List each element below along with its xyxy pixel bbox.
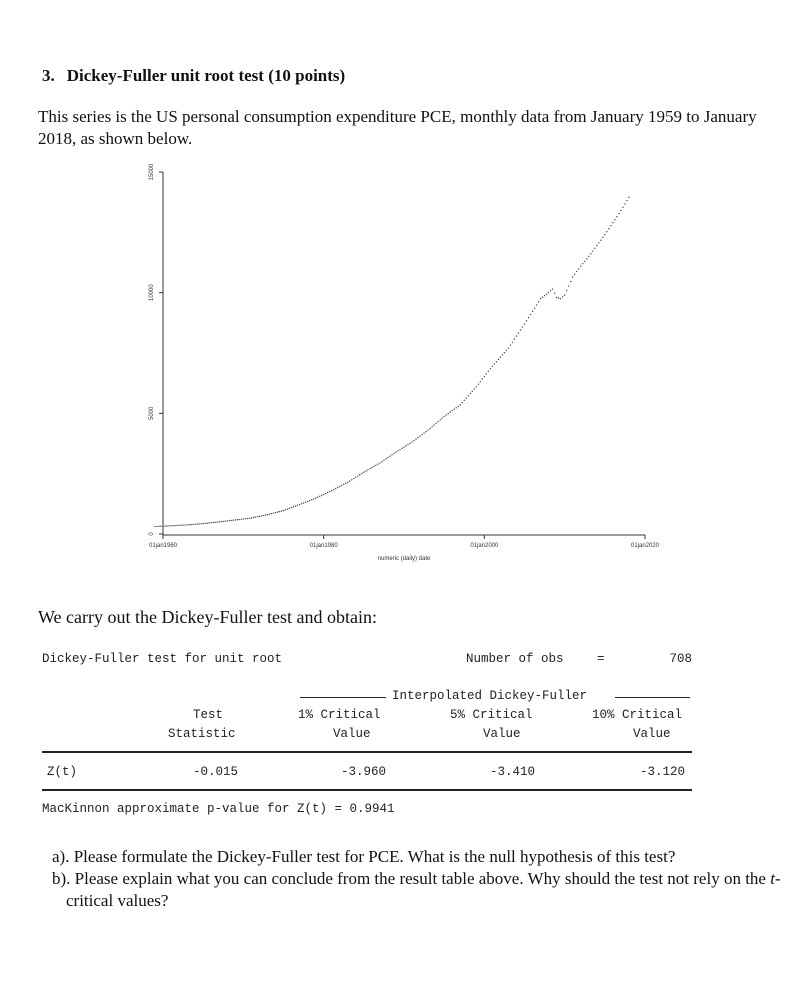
data-point	[399, 449, 400, 450]
data-point	[536, 304, 537, 305]
data-point	[588, 256, 589, 257]
question-b-end: -critical values?	[66, 869, 781, 910]
y-tick-label: 0	[149, 532, 155, 536]
data-point	[233, 520, 234, 521]
data-point	[329, 491, 330, 492]
data-point	[472, 391, 473, 392]
data-point	[393, 453, 394, 454]
data-point	[349, 480, 350, 481]
data-point	[259, 516, 260, 517]
data-point	[526, 320, 527, 321]
x-ticks	[149, 535, 660, 549]
data-point	[413, 440, 414, 441]
data-point	[158, 526, 159, 527]
data-point	[452, 410, 453, 411]
data-point	[606, 231, 607, 232]
data-point	[255, 517, 256, 518]
data-point	[223, 521, 224, 522]
data-point	[335, 488, 336, 489]
data-point	[299, 504, 300, 505]
data-point	[447, 413, 448, 414]
data-point	[548, 292, 549, 293]
data-point	[624, 203, 625, 204]
data-point	[172, 525, 173, 526]
data-point	[293, 506, 294, 507]
data-point	[449, 411, 450, 412]
data-point	[333, 489, 334, 490]
data-point	[355, 477, 356, 478]
data-point	[458, 406, 459, 407]
data-point	[576, 271, 577, 272]
row-label-zt: Z(t)	[47, 765, 78, 779]
pce-chart	[140, 162, 670, 567]
data-point	[502, 354, 503, 355]
y-tick-label: 10000	[149, 284, 155, 302]
col-1pct-line1: 1% Critical	[298, 708, 381, 722]
x-axis-label: numeric (daily) date	[377, 556, 431, 562]
data-point	[281, 510, 282, 511]
data-point	[241, 519, 242, 520]
data-point	[377, 463, 378, 464]
data-point	[192, 524, 193, 525]
nobs-label: Number of obs	[466, 652, 564, 666]
data-point	[235, 519, 236, 520]
data-point	[433, 424, 434, 425]
nobs-value: 708	[669, 652, 692, 666]
data-point	[618, 213, 619, 214]
data-point	[196, 523, 197, 524]
data-point	[389, 456, 390, 457]
data-point	[289, 508, 290, 509]
data-point	[468, 395, 469, 396]
data-point	[554, 293, 555, 294]
data-point	[188, 524, 189, 525]
data-point	[602, 237, 603, 238]
data-point	[287, 508, 288, 509]
data-point	[546, 293, 547, 294]
x-tick-label: 01jan2020	[630, 543, 660, 549]
data-point	[534, 308, 535, 309]
data-point	[351, 479, 352, 480]
data-point	[498, 359, 499, 360]
data-point	[584, 261, 585, 262]
data-point	[500, 357, 501, 358]
question-number: 3.	[42, 66, 55, 85]
data-point	[194, 524, 195, 525]
data-point	[190, 524, 191, 525]
data-point	[427, 430, 428, 431]
data-point	[466, 397, 467, 398]
data-point	[164, 525, 165, 526]
data-point	[213, 522, 214, 523]
data-point	[305, 502, 306, 503]
data-point	[301, 503, 302, 504]
data-point	[247, 518, 248, 519]
data-point	[221, 521, 222, 522]
data-point	[516, 335, 517, 336]
data-point	[524, 323, 525, 324]
data-point	[275, 512, 276, 513]
data-point	[542, 296, 543, 297]
data-point	[303, 502, 304, 503]
data-point	[387, 457, 388, 458]
data-point	[454, 409, 455, 410]
data-point	[590, 253, 591, 254]
data-point	[488, 371, 489, 372]
data-point	[186, 524, 187, 525]
data-point	[219, 521, 220, 522]
data-point	[215, 522, 216, 523]
data-point	[267, 514, 268, 515]
data-point	[419, 435, 420, 436]
data-point	[156, 526, 157, 527]
data-point	[610, 225, 611, 226]
data-point	[237, 519, 238, 520]
data-point	[622, 207, 623, 208]
data-point	[478, 384, 479, 385]
data-point	[474, 388, 475, 389]
data-point	[556, 297, 557, 298]
data-point	[263, 515, 264, 516]
data-point	[530, 314, 531, 315]
data-point	[231, 520, 232, 521]
data-point	[594, 248, 595, 249]
data-point	[261, 515, 262, 516]
data-point	[277, 511, 278, 512]
data-point	[564, 294, 565, 295]
question-intro: This series is the US personal consumption expenditure PCE, monthly data from January 1959 to January 2018, as shown below.	[38, 107, 757, 148]
data-point	[309, 500, 310, 501]
data-point	[566, 290, 567, 291]
data-point	[409, 443, 410, 444]
data-point	[323, 494, 324, 495]
y-tick-label: 15000	[149, 163, 155, 181]
data-point	[184, 524, 185, 525]
data-point	[265, 514, 266, 515]
data-point	[211, 522, 212, 523]
data-point	[395, 451, 396, 452]
data-point	[510, 344, 511, 345]
data-point	[437, 421, 438, 422]
y-ticks	[149, 163, 163, 536]
test-intro: We carry out the Dickey-Fuller test and obtain:	[38, 607, 377, 627]
data-point	[423, 432, 424, 433]
data-point	[343, 484, 344, 485]
data-point	[580, 265, 581, 266]
data-point	[307, 501, 308, 502]
col-test-line1: Test	[193, 708, 224, 722]
data-point	[429, 428, 430, 429]
data-point	[476, 386, 477, 387]
col-5pct-line2: Value	[483, 727, 521, 741]
data-point	[445, 414, 446, 415]
question-b-italic: t	[770, 869, 775, 888]
data-point	[443, 416, 444, 417]
data-point	[492, 366, 493, 367]
data-point	[568, 285, 569, 286]
data-point	[405, 445, 406, 446]
data-point	[182, 524, 183, 525]
data-point	[363, 472, 364, 473]
data-point	[417, 437, 418, 438]
df-title: Dickey-Fuller test for unit root	[42, 652, 283, 666]
question-a: a). Please formulate the Dickey-Fuller test for PCE. What is the null hypothesis of this test?	[52, 847, 676, 866]
cv10-value: -3.120	[640, 765, 686, 779]
data-point	[484, 376, 485, 377]
data-point	[357, 475, 358, 476]
data-point	[572, 276, 573, 277]
data-point	[506, 350, 507, 351]
data-point	[532, 311, 533, 312]
question-b	[52, 868, 787, 912]
data-point	[435, 423, 436, 424]
data-point	[154, 526, 155, 527]
data-point	[206, 523, 207, 524]
data-point	[319, 496, 320, 497]
data-point	[251, 517, 252, 518]
data-point	[345, 483, 346, 484]
data-point	[628, 197, 629, 198]
data-point	[279, 511, 280, 512]
data-point	[285, 509, 286, 510]
data-point	[200, 523, 201, 524]
data-point	[341, 485, 342, 486]
data-point	[373, 466, 374, 467]
col-test-line2: Statistic	[168, 727, 236, 741]
data-point	[331, 490, 332, 491]
data-point	[168, 525, 169, 526]
data-point	[337, 487, 338, 488]
data-point	[160, 526, 161, 527]
data-point	[604, 234, 605, 235]
interp-rule-right	[615, 697, 690, 698]
data-point	[407, 444, 408, 445]
data-point	[178, 525, 179, 526]
data-point	[586, 258, 587, 259]
data-point	[612, 222, 613, 223]
data-point	[528, 317, 529, 318]
data-point	[283, 510, 284, 511]
data-point	[614, 219, 615, 220]
data-point	[494, 363, 495, 364]
cv1-value: -3.960	[341, 765, 387, 779]
data-point	[608, 228, 609, 229]
data-point	[620, 210, 621, 211]
data-point	[550, 290, 551, 291]
data-point	[253, 517, 254, 518]
data-point	[176, 525, 177, 526]
data-point	[616, 216, 617, 217]
data-point	[327, 492, 328, 493]
data-point	[162, 525, 163, 526]
col-10pct-line1: 10% Critical	[592, 708, 683, 722]
data-point	[315, 498, 316, 499]
x-tick-label: 01jan1980	[309, 543, 338, 549]
data-point	[460, 404, 461, 405]
data-point	[512, 341, 513, 342]
data-point	[598, 242, 599, 243]
data-point	[508, 347, 509, 348]
data-point	[273, 512, 274, 513]
data-point	[490, 368, 491, 369]
data-point	[229, 520, 230, 521]
data-point	[538, 301, 539, 302]
data-point	[353, 478, 354, 479]
data-point	[456, 407, 457, 408]
data-point	[560, 298, 561, 299]
data-point	[379, 462, 380, 463]
data-point	[297, 505, 298, 506]
data-point	[462, 402, 463, 403]
data-point	[385, 458, 386, 459]
data-point	[295, 505, 296, 506]
data-point	[339, 486, 340, 487]
data-point	[401, 448, 402, 449]
data-point	[592, 250, 593, 251]
data-point	[317, 497, 318, 498]
data-point	[411, 441, 412, 442]
data-point	[227, 520, 228, 521]
data-point	[347, 482, 348, 483]
data-point	[291, 507, 292, 508]
data-point	[582, 263, 583, 264]
data-point	[204, 523, 205, 524]
col-10pct-line2: Value	[633, 727, 671, 741]
data-point	[540, 298, 541, 299]
data-point	[365, 470, 366, 471]
data-point	[544, 295, 545, 296]
data-point	[271, 513, 272, 514]
data-point	[441, 417, 442, 418]
data-point	[198, 523, 199, 524]
question-b-text: b). Please explain what you can conclude from the result table above. Why should the test not rely on the	[52, 869, 771, 888]
y-tick-label: 5000	[149, 406, 155, 421]
data-point	[166, 525, 167, 526]
data-point	[480, 381, 481, 382]
data-point	[562, 296, 563, 297]
data-point	[431, 426, 432, 427]
col-1pct-line2: Value	[333, 727, 371, 741]
data-point	[311, 499, 312, 500]
data-point	[208, 522, 209, 523]
data-point	[578, 268, 579, 269]
data-point	[361, 473, 362, 474]
data-point	[383, 460, 384, 461]
data-point	[257, 516, 258, 517]
data-point	[596, 245, 597, 246]
x-tick-label: 01jan2000	[470, 543, 499, 549]
data-point	[249, 518, 250, 519]
table-rule-top	[42, 751, 692, 753]
data-point	[421, 434, 422, 435]
data-point	[464, 400, 465, 401]
data-point	[514, 338, 515, 339]
data-point	[425, 431, 426, 432]
data-point	[202, 523, 203, 524]
data-point	[552, 288, 553, 289]
data-point	[174, 525, 175, 526]
data-point	[574, 274, 575, 275]
data-point	[558, 297, 559, 298]
data-point	[369, 468, 370, 469]
data-point	[170, 525, 171, 526]
data-point	[381, 461, 382, 462]
data-point	[180, 525, 181, 526]
data-point	[217, 521, 218, 522]
data-point	[415, 438, 416, 439]
pvalue-line: MacKinnon approximate p-value for Z(t) = 0.9941	[42, 802, 395, 816]
data-point	[570, 281, 571, 282]
question-heading	[42, 66, 345, 86]
data-point	[391, 454, 392, 455]
data-point	[397, 450, 398, 451]
data-point	[520, 329, 521, 330]
data-point	[325, 493, 326, 494]
data-point	[504, 352, 505, 353]
data-point	[522, 326, 523, 327]
interp-rule-left	[300, 697, 386, 698]
data-point	[269, 513, 270, 514]
data-point	[245, 518, 246, 519]
data-point	[225, 521, 226, 522]
stat-value: -0.015	[193, 765, 239, 779]
data-point	[371, 467, 372, 468]
nobs-equals: =	[597, 652, 605, 666]
data-point	[496, 361, 497, 362]
question-title: Dickey-Fuller unit root test (10 points)	[66, 66, 346, 85]
data-point	[367, 469, 368, 470]
data-points	[154, 197, 629, 528]
data-point	[470, 393, 471, 394]
data-point	[482, 378, 483, 379]
data-point	[626, 200, 627, 201]
questions	[52, 846, 787, 912]
data-point	[239, 519, 240, 520]
data-point	[518, 332, 519, 333]
data-point	[600, 239, 601, 240]
cv5-value: -3.410	[490, 765, 536, 779]
interp-label: Interpolated Dickey-Fuller	[392, 689, 588, 703]
x-tick-label: 01jan1960	[148, 543, 178, 549]
col-5pct-line1: 5% Critical	[450, 708, 533, 722]
table-rule-bottom	[42, 789, 692, 791]
data-point	[375, 465, 376, 466]
data-point	[486, 373, 487, 374]
data-point	[321, 495, 322, 496]
data-point	[243, 518, 244, 519]
data-point	[403, 446, 404, 447]
data-point	[359, 474, 360, 475]
data-point	[439, 419, 440, 420]
data-point	[313, 498, 314, 499]
